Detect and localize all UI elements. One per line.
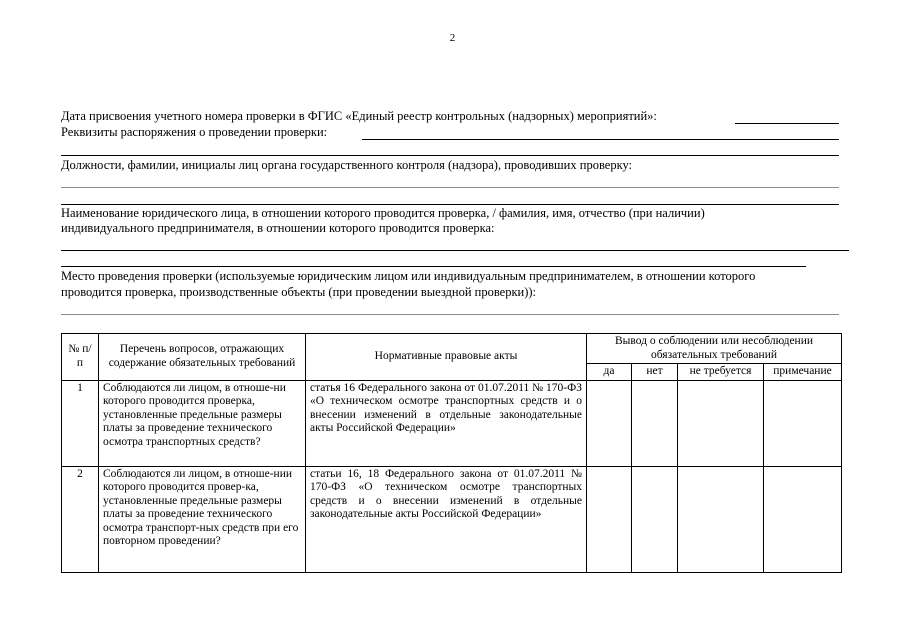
location-label-line1: Место проведения проверки (используемые юридическим лицом или индивидуальным предпринимателем, в отношении которого [61, 269, 756, 283]
row-question: Соблюдаются ли лицом, в отноше-ни которого проводится проверка, установленные предельные размеры платы за проведение технического осмотра транспортных средств? [99, 380, 306, 466]
order-details-label: Реквизиты распоряжения о проведении проверки: [61, 125, 328, 139]
table-row [62, 380, 842, 466]
row-act: статья 16 Федерального закона от 01.07.2011 № 170-ФЗ «О техническом осмотре транспортных средств и о внесении изменений в отдельные законодательные акты Российской Федерации» [306, 380, 587, 466]
entity-name-label-line2: индивидуального предпринимателя, в отношении которого проводится проверка: [61, 221, 495, 235]
order-details-blank-2[interactable] [61, 155, 839, 156]
row-question: Соблюдаются ли лицом, в отноше-нии которого проводится провер-ка, установленные предельные размеры платы за проведение технического осмотра транспорт-ных средств при его повторном проведении? [99, 466, 306, 572]
order-details-blank[interactable] [362, 139, 839, 140]
entity-name-label-line1: Наименование юридического лица, в отношении которого проводится проверка, / фамилия, имя, отчество (при наличии) [61, 206, 705, 220]
row-num: 1 [62, 380, 99, 466]
cell-yes[interactable] [587, 380, 632, 466]
entity-name-blank-1[interactable] [61, 250, 849, 251]
registry-date-blank[interactable] [735, 123, 839, 124]
cell-no[interactable] [632, 380, 678, 466]
location-label-line2: проводится проверка, производственные объекты (при проведении выездной проверки)): [61, 285, 537, 299]
location-blank[interactable] [61, 314, 839, 315]
cell-note[interactable] [764, 466, 842, 572]
header-num: № п/п [62, 334, 99, 381]
table-row [62, 466, 842, 572]
page-number: 2 [449, 32, 456, 44]
registry-date-label: Дата присвоения учетного номера проверки в ФГИС «Единый реестр контрольных (надзорных) мероприятий»: [61, 109, 657, 123]
header-conclusion: Вывод о соблюдении или несоблюдении обязательных требований [587, 334, 842, 364]
header-not-required: не требуется [678, 364, 764, 381]
cell-no[interactable] [632, 466, 678, 572]
table-header-row [62, 334, 842, 364]
header-note: примечание [764, 364, 842, 381]
row-act: статьи 16, 18 Федерального закона от 01.07.2011 № 170-ФЗ «О техническом осмотре транспортных средств и о внесении изменений в отдельные законодательные акты Российской Федерации» [306, 466, 587, 572]
officials-label: Должности, фамилии, инициалы лиц органа государственного контроля (надзора), проводивших проверку: [61, 158, 633, 172]
officials-blank-2[interactable] [61, 204, 839, 205]
row-num: 2 [62, 466, 99, 572]
requirements-table [61, 333, 842, 573]
entity-name-blank-2[interactable] [61, 266, 806, 267]
header-yes: да [587, 364, 632, 381]
officials-blank-1[interactable] [61, 187, 839, 188]
cell-note[interactable] [764, 380, 842, 466]
header-acts: Нормативные правовые акты [306, 334, 587, 381]
cell-not-required[interactable] [678, 380, 764, 466]
header-no: нет [632, 364, 678, 381]
header-questions: Перечень вопросов, отражающих содержание обязательных требований [99, 334, 306, 381]
cell-yes[interactable] [587, 466, 632, 572]
cell-not-required[interactable] [678, 466, 764, 572]
